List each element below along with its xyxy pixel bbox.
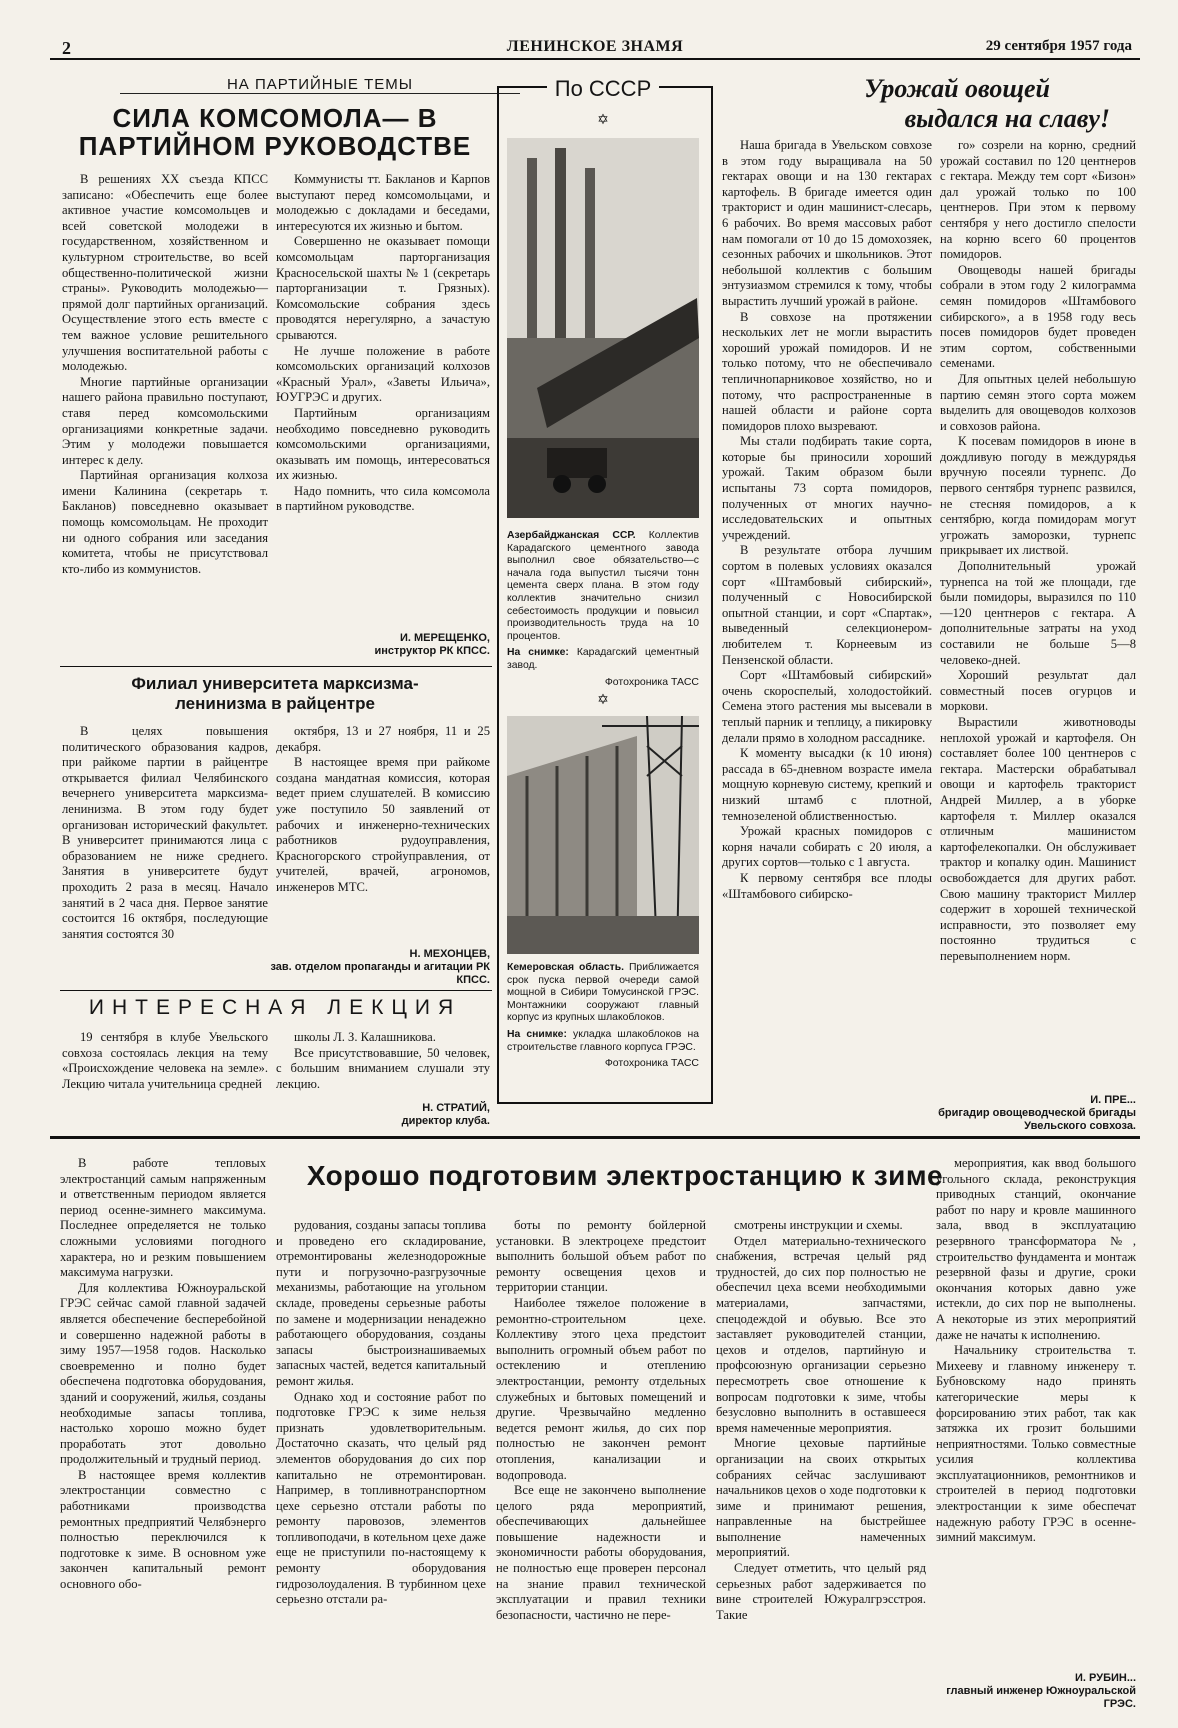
paragraph: К моменту высадки (к 10 июня) рассада в 65-дневном возрасте имела мощную корневую систему, крепкий и низкий штамб с плотной, темнозеленой облиственностью. <box>722 746 932 823</box>
paragraph: Сорт «Штамбовый сибирский» очень скороспелый, холодостойкий. Семена этого растения мы высевали в теплый парник и теплицу, а пикировку делали прямо в холодном рассаднике. <box>722 668 932 745</box>
newspaper-name: ЛЕНИНСКОЕ ЗНАМЯ <box>506 38 684 55</box>
paragraph: В настоящее время при райкоме создана мандатная комиссия, которая ведет прием слушателей. В комиссию уже поступило 50 заявлений от рабочих и инженерно-технических работников рудоуправления, Красногорского стройуправления, от учителей, врачей, агрономов, инженеров МТС. <box>276 755 490 894</box>
power-plant-construction-photo <box>507 716 699 954</box>
paragraph: К посевам помидоров в июне в дождливую погоду в междурядья вручную посеяли турнепс. До первого сентября турнепс развился, не стесняя помидоров, а к сентябрю, когда помидорам могут угрожать заморозки, турнепс прикрывает их листвой. <box>940 434 1136 558</box>
caption-2-text: Приближается срок пуска первой очереди самой мощной в Сибири Томусинской ГРЭС. Монтажники сооружают главный корпус из крупных шлакоблоков. <box>507 962 699 1024</box>
power-column-5 <box>936 1156 1136 1546</box>
harvest-author-title: бригадир овощеводческой бригады Увельского совхоза. <box>938 1107 1136 1132</box>
paragraph: Дополнительный урожай турнепса на той же площади, где были помидоры, выразился по 110—120 центнеров с гектара. А дополнительные затраты на уход составили не больше 5—8 человеко-дней. <box>940 559 1136 667</box>
caption-2-lead: Кемеровская область. <box>507 962 625 973</box>
caption-1-photo: Карадагский цементный завод. <box>507 647 699 671</box>
lecture-headline: ИНТЕРЕСНАЯ ЛЕКЦИЯ <box>88 996 462 1019</box>
paragraph: В работе тепловых электростанций самым напряженным и ответственным периодом является период осенне-зимнего максимума. Последнее определяется не только сложными условиями погодного характера, но и резким повышением максимума нагрузки. <box>60 1156 266 1280</box>
paragraph: Наша бригада в Увельском совхозе в этом году выращивала на 50 гектарах овощи и на 130 гектарах картофель. В бригаде имеется один тракторист и один машинист-слесарь, 6 рабочих. Во время массовых работ нам помогали от 10 до 15 домохозяек, сезонных рабочих и школьников. Этот небольшой коллектив с большим энтузиазмом стремился к тому, чтобы вырастить лучший урожай в районе. <box>722 138 932 308</box>
harvest-column-2 <box>940 138 1136 964</box>
cement-plant-photo <box>507 138 699 518</box>
paragraph: Наиболее тяжелое положение в ремонтно-строительном цехе. Коллективу этого цеха предстоит выполнить огромный объем работ по остеклению и отеплению электростанции, ремонту отдельных служебных и бытовых помещений и другие. Чрезвычайно медленно ведется ремонт жилья, до сих пор полностью не закончен ремонт отопления, канализации и водопровода. <box>496 1295 706 1482</box>
ussr-section-title: По СССР <box>497 76 709 102</box>
komsomol-column-1 <box>62 172 268 577</box>
paragraph: Многие цеховые партийные организации на своих открытых собраниях сейчас заслушивают начальников цехов о ходе подготовки к зиме и принимают решения, направленные на быстрейшее выполнение намеченных мероприятий. <box>716 1436 926 1560</box>
komsomol-author: И. МЕРЕЩЕНКО, <box>399 632 490 644</box>
harvest-column-1 <box>722 138 932 902</box>
section-divider <box>50 1136 1140 1139</box>
paragraph: Вырастили животноводы неплохой урожай и картофеля. Он составляет более 100 центнеров с гектара. Мастерски обрабатывал овощи и картофель тракторист Андрей Миллер, а в уборке картофеля т. Миллер оказался отличным машинистом картофелекопалки. Он обслуживает трактор и копалку один. Машинист освобождается для других работ. Свою машину тракторист Миллер содержит в хорошей технической исправности, это позволяет ему постоянно трудиться с перевыполнением норм. <box>940 714 1136 963</box>
paragraph: Для опытных целей небольшую партию семян этого сорта можем выделить для овощеводов колхозов и совхозов района. <box>940 371 1136 433</box>
paragraph: боты по ремонту бойлерной установки. В электроцехе предстоит выполнить большой объем работ по ремонту освещения цехов и территории станции. <box>496 1218 706 1295</box>
paragraph: В решениях XX съезда КПСС записано: «Обеспечить еще более активное участие комсомольцев и всей советской молодежи в государственном, хозяйственном и культурном строительстве, во всей общественно-политической жизни страны». Руководить молодежью—прямой долг партийных организаций. Осуществление этого есть вместе с тем важное условие решительного улучшения воспитательной работы с молодежью. <box>62 172 268 374</box>
paragraph: го» созрели на корню, средний урожай составил по 120 центнеров с гектара. Между тем сорт «Бизон» дал урожай только по 100 центнеров. При этом к первому сентября у него достигло спелости на корню всего 60 процентов помидоров. <box>940 138 1136 262</box>
paragraph: В целях повышения политического образования кадров, при райкоме партии в райцентре открывается филиал Челябинского вечернего университета марксизма-ленинизма. В этом году будет организован исторический факультет. В университет принимаются лица с образованием не ниже среднего. Занятия в университете будут проходить 2 раза в месяц. Начало занятий в 2 часа дня. Первое занятие состоится 16 октября, последующие занятия состоятся 30 <box>62 724 268 941</box>
star-icon: ✡ <box>597 693 609 708</box>
power-column-1 <box>60 1156 266 1593</box>
paragraph: Партийная организация колхоза имени Калинина (секретарь т. Бакланов) повседневно оказывает помощь комсомольцам. Не проходит ни одного собрания или заседания комитета, чтобы не присутствовал кто-либо из коммунистов. <box>62 468 268 576</box>
caption-1-photo-lead: На снимке: <box>507 647 569 659</box>
paragraph: Многие партийные организации нашего района правильно поступают, ставя перед комсомольскими организациями конкретные задачи. Этим у молодежи повышается интерес к делу. <box>62 374 268 467</box>
rubric: НА ПАРТИЙНЫЕ ТЕМЫ <box>120 76 520 94</box>
paragraph: октября, 13 и 27 ноября, 11 и 25 декабря. <box>276 724 490 754</box>
paragraph: Коммунисты тт. Бакланов и Карпов выступают перед комсомольцами, и молодежью с докладами и беседами, интересуются их жизнью и бытом. <box>276 172 490 233</box>
paragraph: В настоящее время коллектив электростанции совместно с работниками производства ремонтных предприятий Челябэнерго полностью переключился к подготовке к зиме. В основном уже закончен капитальный ремонт основного обо- <box>60 1467 266 1592</box>
paragraph: Все присутствовавшие, 50 человек, с большим вниманием слушали эту лекцию. <box>276 1045 490 1091</box>
paragraph: Мы стали подбирать такие сорта, которые бы приносили хороший урожай. Таким образом были испытаны 73 сорта помидоров, полученных от многих научно-исследовательских и опытных учреждений. <box>722 434 932 542</box>
power-author-title: главный инженер Южноуральской ГРЭС. <box>946 1685 1136 1710</box>
paragraph: школы Л. З. Калашникова. <box>294 1030 436 1044</box>
lecture-author: Н. СТРАТИЙ, <box>422 1102 490 1114</box>
paragraph: Не лучше положение в работе комсомольских организаций колхозов «Красный Урал», «Заветы Ильича», ЮУГРЭС и других. <box>276 343 490 405</box>
power-headline: Хорошо подготовим электростанцию к зиме <box>306 1160 944 1191</box>
divider <box>60 990 492 991</box>
issue-date: 29 сентября 1957 года <box>985 38 1132 54</box>
paragraph: рудования, созданы запасы топлива и проведено его складирование, отремонтированы железнодорожные пути и погрузочно-разгрузочные механизмы, работающие на угольном складе, проведены серьезные работы по замене и модернизации ненадежно работающего оборудования, созданы запасы быстроизнашиваемых запасных частей, ведется капитальный ремонт жилья. <box>276 1218 486 1388</box>
komsomol-headline: СИЛА КОМСОМОЛА— В ПАРТИЙНОМ РУКОВОДСТВЕ <box>78 103 472 161</box>
paragraph: Партийным организациям необходимо повседневно руководить комсомольскими организациями, оказывать им помощь, интересоваться их жизнью. <box>276 405 490 483</box>
lecture-author-title: директор клуба. <box>401 1115 490 1127</box>
university-signature <box>270 948 490 987</box>
harvest-headline-line-1: Урожай овощей <box>864 74 1050 103</box>
paragraph: В результате отбора лучшим сортом в полевых условиях оказался сорт «Штамбовый сибирский», полученный с Новосибирской опытной станции, и сорт «Спартак», выведенный селекционером-любителем т. Корнеевым из Пензенской области. <box>722 543 932 667</box>
paragraph: Овощеводы нашей бригады собрали в этом году 2 килограмма семян помидоров «Штамбового сибирского», а в 1958 году весь посев помидоров будет проведен этим сортом, собственными семенами. <box>940 262 1136 371</box>
harvest-headline-line-2: выдался на славу! <box>904 104 1110 133</box>
lecture-column-2 <box>276 1030 490 1092</box>
ussr-caption-1 <box>507 530 699 688</box>
university-column-1 <box>62 724 268 942</box>
caption-1-text: Коллектив Карадагского цементного завода выполнил свое обязательство—с начала года выпустил тысячи тонн цемента сверх плана. В этом году коллектив значительно снизил себестоимость продукции и повысил производительность труда на 10 процентов. <box>507 530 699 642</box>
page-number: 2 <box>62 38 71 58</box>
power-signature <box>936 1672 1136 1711</box>
university-author: Н. МЕХОНЦЕВ, <box>409 948 490 960</box>
university-column-2 <box>276 724 490 896</box>
paragraph: смотрены инструкции и схемы. <box>734 1218 903 1232</box>
paragraph: Следует отметить, что целый ряд серьезных работ задерживается по вине строителей Южуралгрэсстроя. Такие <box>716 1561 926 1622</box>
paragraph: Урожай красных помидоров с корня начали собирать с 20 июля, а других сортов—только с 1 августа. <box>722 824 932 870</box>
star-icon: ✡ <box>597 113 609 128</box>
paragraph: мероприятия, как ввод большого угольного склада, реконструкция приводных станций, окончание работ по нарy и кровле машинного зала, ввод в эксплуатацию резервного трансформатора №, строительство фундамента и монтаж резервной фазы и другие, сроки окончания которых давно уже истекли, до сих пор не выполнены. А некоторые из этих мероприятий даже не начаты к исполнению. <box>936 1156 1136 1342</box>
paragraph: Для коллектива Южноуральской ГРЭС сейчас самой главной задачей является обеспечение бесперебойной и совершенно надежной работы в зиму 1957—1958 годов. Насколько своевременно и полно будет обеспечена подготовка оборудования, зданий и сооружений, жилья, созданы необходимые запасы топлива, настолько хорошо можно будет проработать этот довольно продолжительный и трудный период. <box>60 1280 266 1467</box>
komsomol-signature <box>290 632 490 658</box>
paragraph: Начальнику строительства т. Михееву и главному инженеру т. Бубновскому надо принять категорические меры к форсированию этих работ, так как затяжка их грозит большими неприятностями. Только совместные усилия коллектива эксплуатационников, ремонтников и строителей в период подготовки электростанции к зиме обеспечат надежную работу ГРЭС в осенне-зимний максимум. <box>936 1343 1136 1545</box>
paragraph: Однако ход и состояние работ по подготовке ГРЭС к зиме нельзя признать удовлетворительным. Достаточно сказать, что целый ряд элементов оборудования до сих пор капитально не отремонтирован. Например, в топливнотранспортном цехе серьезно отстали работы по ремонту паровозов, элементов топливоподачи, в котельном цехе даже еще не приступили по-настоящему к ремонту оборудования гидрозолоудаления. В турбинном цехе серьезно отстали ра- <box>276 1389 486 1607</box>
caption-2-photo-lead: На снимке: <box>507 1028 567 1040</box>
paragraph: Надо помнить, что сила комсомола в партийном руководстве. <box>276 483 490 514</box>
paragraph: 19 сентября в клубе Увельского совхоза состоялась лекция на тему «Происхождение человека на земле». Лекцию читала учительница средней <box>62 1030 268 1091</box>
photo-credit-1: Фотохроника ТАСС <box>604 675 699 688</box>
power-author: И. РУБИН... <box>1075 1672 1136 1684</box>
paragraph: К первому сентября все плоды «Штамбового сибирско- <box>722 870 932 901</box>
paragraph: В совхозе на протяжении нескольких лет не могли вырастить хороший урожай помидоров. И не только потому, что не обеспечивало тепличнопарниковое хозяйство, но и потому, что распространенные в нашей области и районе сорта помидоров плохо вызревают. <box>722 309 932 433</box>
lecture-signature <box>320 1102 490 1128</box>
caption-2-photo: укладка шлакоблоков на строительстве главного корпуса ГРЭС. <box>507 1028 699 1053</box>
power-column-3 <box>496 1218 706 1623</box>
harvest-headline <box>760 74 1110 134</box>
university-author-title: зав. отделом пропаганды и агитации РК КПСС. <box>270 961 490 986</box>
caption-1-lead: Азербайджанская ССР. <box>507 530 636 541</box>
harvest-author: И. ПРЕ... <box>1090 1094 1136 1106</box>
paragraph: Все еще не закончено выполнение целого ряда мероприятий, обеспечивающих дальнейшее повышение надежности и экономичности работы оборудования, не полностью еще проверен персонал на знание правил технической эксплуатации и правил техники безопасности, частично не пере- <box>496 1483 706 1622</box>
university-headline: Филиал университета марксизма-ленинизма в райцентре <box>131 674 419 713</box>
photo-credit-2: Фотохроника ТАСС <box>604 1057 699 1070</box>
komsomol-author-title: инструктор РК КПСС. <box>374 645 490 657</box>
harvest-signature <box>930 1094 1136 1133</box>
masthead <box>50 36 1140 60</box>
divider <box>60 666 492 667</box>
komsomol-column-2 <box>276 172 490 515</box>
power-column-4 <box>716 1218 926 1623</box>
power-column-2 <box>276 1218 486 1608</box>
paragraph: Совершенно не оказывает помощи комсомольцам парторганизация Красносельской шахты № 1 (секретарь парторганизации т. Грязных). Комсомольские собрания здесь проводятся нерегулярно, а зачастую срываются. <box>276 234 490 342</box>
paragraph: Хороший результат дал совместный посев огурцов и моркови. <box>940 668 1136 714</box>
paragraph: Отдел материально-технического снабжения, встречая целый ряд трудностей, до сих пор полностью не обеспечил цеха всеми необходимыми материалами, запчастями, спецодеждой и обувью. Все это заставляет руководителей станции, цехов и отделов, партийную и профсоюзную организации серьезно пересмотреть свое отношение к вопросам подготовки к зиме, чтобы безусловно выполнить в оставшееся время намеченные мероприятия. <box>716 1233 926 1435</box>
lecture-column-1 <box>62 1030 268 1092</box>
ussr-caption-2 <box>507 962 699 1070</box>
